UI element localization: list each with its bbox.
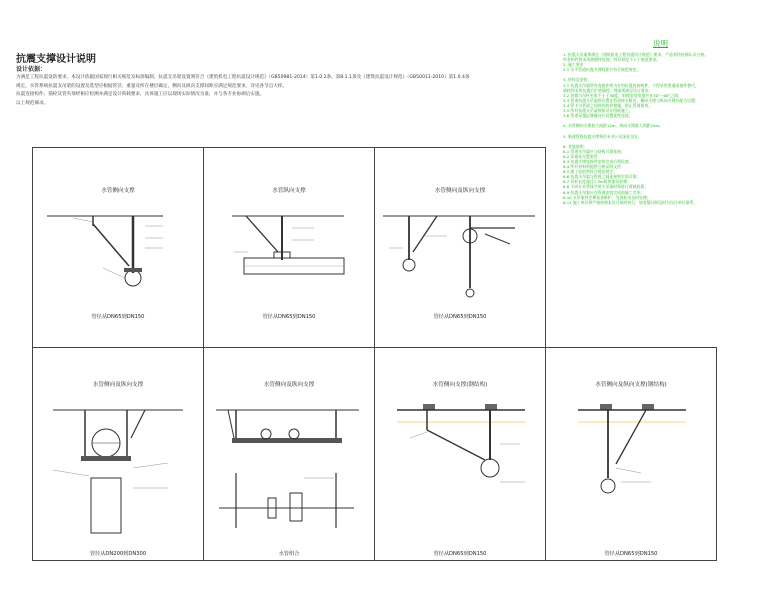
panel-pipe-combination: [203, 347, 375, 561]
note-line: 2. 施工要求：: [563, 62, 588, 68]
notes-list: [563, 52, 753, 205]
panel-lateral-support: [32, 147, 204, 348]
note-line: 6.11 施工单位须严格按照本设计说明执行，如有疑问须及时与设计单位联系。: [563, 199, 698, 205]
panel-title: 水管侧向及纵向支撑: [434, 188, 486, 194]
panel-lateral-longitudinal-large: [32, 347, 204, 561]
note-line: 4. 水管侧向支撑最大间距12m，纵向支撑最大间距24m。: [563, 123, 664, 129]
panel-title: 水管侧向支撑(钢结构): [432, 382, 488, 388]
panel-longitudinal-support: [203, 147, 375, 348]
panel-title: 水管侧向及纵向支撑: [92, 382, 144, 388]
panel-caption: 管径从DN65到DN150: [433, 314, 487, 320]
panel-title: 水管侧向支撑: [101, 188, 135, 194]
note-line: 6.8 不同专业管线共用支吊架时须进行荷载验算；: [563, 184, 649, 190]
note-line: 所有构件须采用热镀锌处理，锌层厚度不小于规范要求。: [563, 57, 661, 63]
note-line: 6.7 吊杆长度超过1.5m时须加设斜撑；: [563, 179, 631, 185]
intro-text: [16, 74, 546, 108]
pipe-combination-drawing: [204, 348, 376, 562]
panel-title: 水管侧向及纵向支撑: [263, 382, 315, 388]
note-line: 6.9 抗震支吊架应在管道安装完成前施工完毕；: [563, 189, 645, 195]
note-line: 6.5 竣工验收须符合规范规定；: [563, 169, 618, 175]
panel-caption: 管径从DN65到DN150: [262, 314, 316, 320]
panel-caption: 管径从DN65到DN150: [433, 551, 487, 557]
page-subtitle: 设计依据：: [16, 66, 47, 73]
intro-line: 规定。水管系统抗震支吊架的设置及选型应根据管径、重量及所在楼层确定，侧向及纵向支撑间距应满足规范要求，详见各节点大样。: [16, 83, 288, 89]
lateral-steel-drawing: [375, 348, 547, 562]
panel-caption: 管径从DN65到DN150: [91, 314, 145, 320]
note-line: 3. 材料及安装：: [563, 77, 592, 83]
note-line: 6.10 支吊架须定期检查维护，发现松动及时处理；: [563, 194, 651, 200]
panel-title: 水管侧向及纵向支撑(钢结构): [595, 382, 667, 388]
panel-caption: 管径从DN200到DN300: [89, 551, 147, 557]
notes-title: 说明: [653, 39, 668, 48]
note-line: 3.1 抗震支吊架所有连接件须为专用抗震连接构件，不得采用普通连接件替代，: [563, 82, 699, 88]
panel-caption: 管径从DN65到DN150: [604, 551, 658, 557]
note-line: 6. 其他说明：: [563, 143, 588, 149]
note-line: 3.6 管道穿越沉降缝处应设置柔性连接。: [563, 113, 633, 119]
note-line: 3.5 所有抗震支吊架须按设计图纸施工。: [563, 108, 633, 114]
note-line: 6.1 管道支吊架应与结构可靠连接；: [563, 148, 625, 154]
note-line: 3.2 斜撑与吊杆夹角不小于30度，斜撑安装角度应在30°~60°之间；: [563, 92, 682, 98]
note-line: 3.4 管卡与管道之间须有防护措施，防止管道损伤。: [563, 102, 653, 108]
note-line: 1. 抗震支吊架须满足《建筑机电工程抗震设计规范》要求，产品须经检测认证合格。: [563, 52, 709, 57]
note-line: 6.3 抗震支撑连接件安装完成后须检查；: [563, 158, 633, 164]
intro-line: 为满足工程抗震设防要求，本设计依据国家现行相关规范及标准编制，抗震支吊架设置须符合《建筑机电工程抗震设计规范》（GB50981-2014）第1.0.2条、第8.1.1条及《建筑抗震设计规范》（GB50011-2010）第1.0.4条: [16, 75, 470, 80]
lateral-longitudinal-large-drawing: [33, 348, 205, 562]
panel-title: 水管纵向支撑: [272, 188, 306, 194]
panel-lateral-longitudinal: [374, 147, 546, 348]
note-line: 6.6 抗震支吊架与管道之间连接须牢固可靠；: [563, 174, 641, 180]
intro-line: 抗震连接构件、锚栓及管夹须经相应检测并满足设计荷载要求，具体施工应以现场实际情况为准，并与各专业协调后实施。: [16, 92, 265, 98]
panel-lateral-longitudinal-steel: [545, 347, 717, 561]
page-title: 抗震支撑设计说明: [16, 54, 96, 65]
note-line: 5. 新建管线抗震支撑须由专业公司深化设计。: [563, 133, 642, 139]
panel-caption: 水管组合: [278, 551, 300, 557]
note-line: 6.2 穿墙处设置套管；: [563, 153, 602, 159]
lateral-longitudinal-steel-drawing: [546, 348, 718, 562]
note-line: 锚栓须采用抗震后扩底锚栓，埋深须满足设计要求；: [563, 87, 653, 93]
note-line: 2.1 水平管道抗震支撑间距应符合规范规定。: [563, 67, 641, 73]
intro-line: 以上规范摘录。: [16, 100, 49, 106]
note-line: 3.3 管道抗震支吊架须设置在管道接头附近，侧向支撑与纵向支撑应配合设置；: [563, 97, 699, 103]
note-line: 6.4 所有材料须提供合格证明文件；: [563, 164, 625, 170]
panel-lateral-steel: [374, 347, 546, 561]
